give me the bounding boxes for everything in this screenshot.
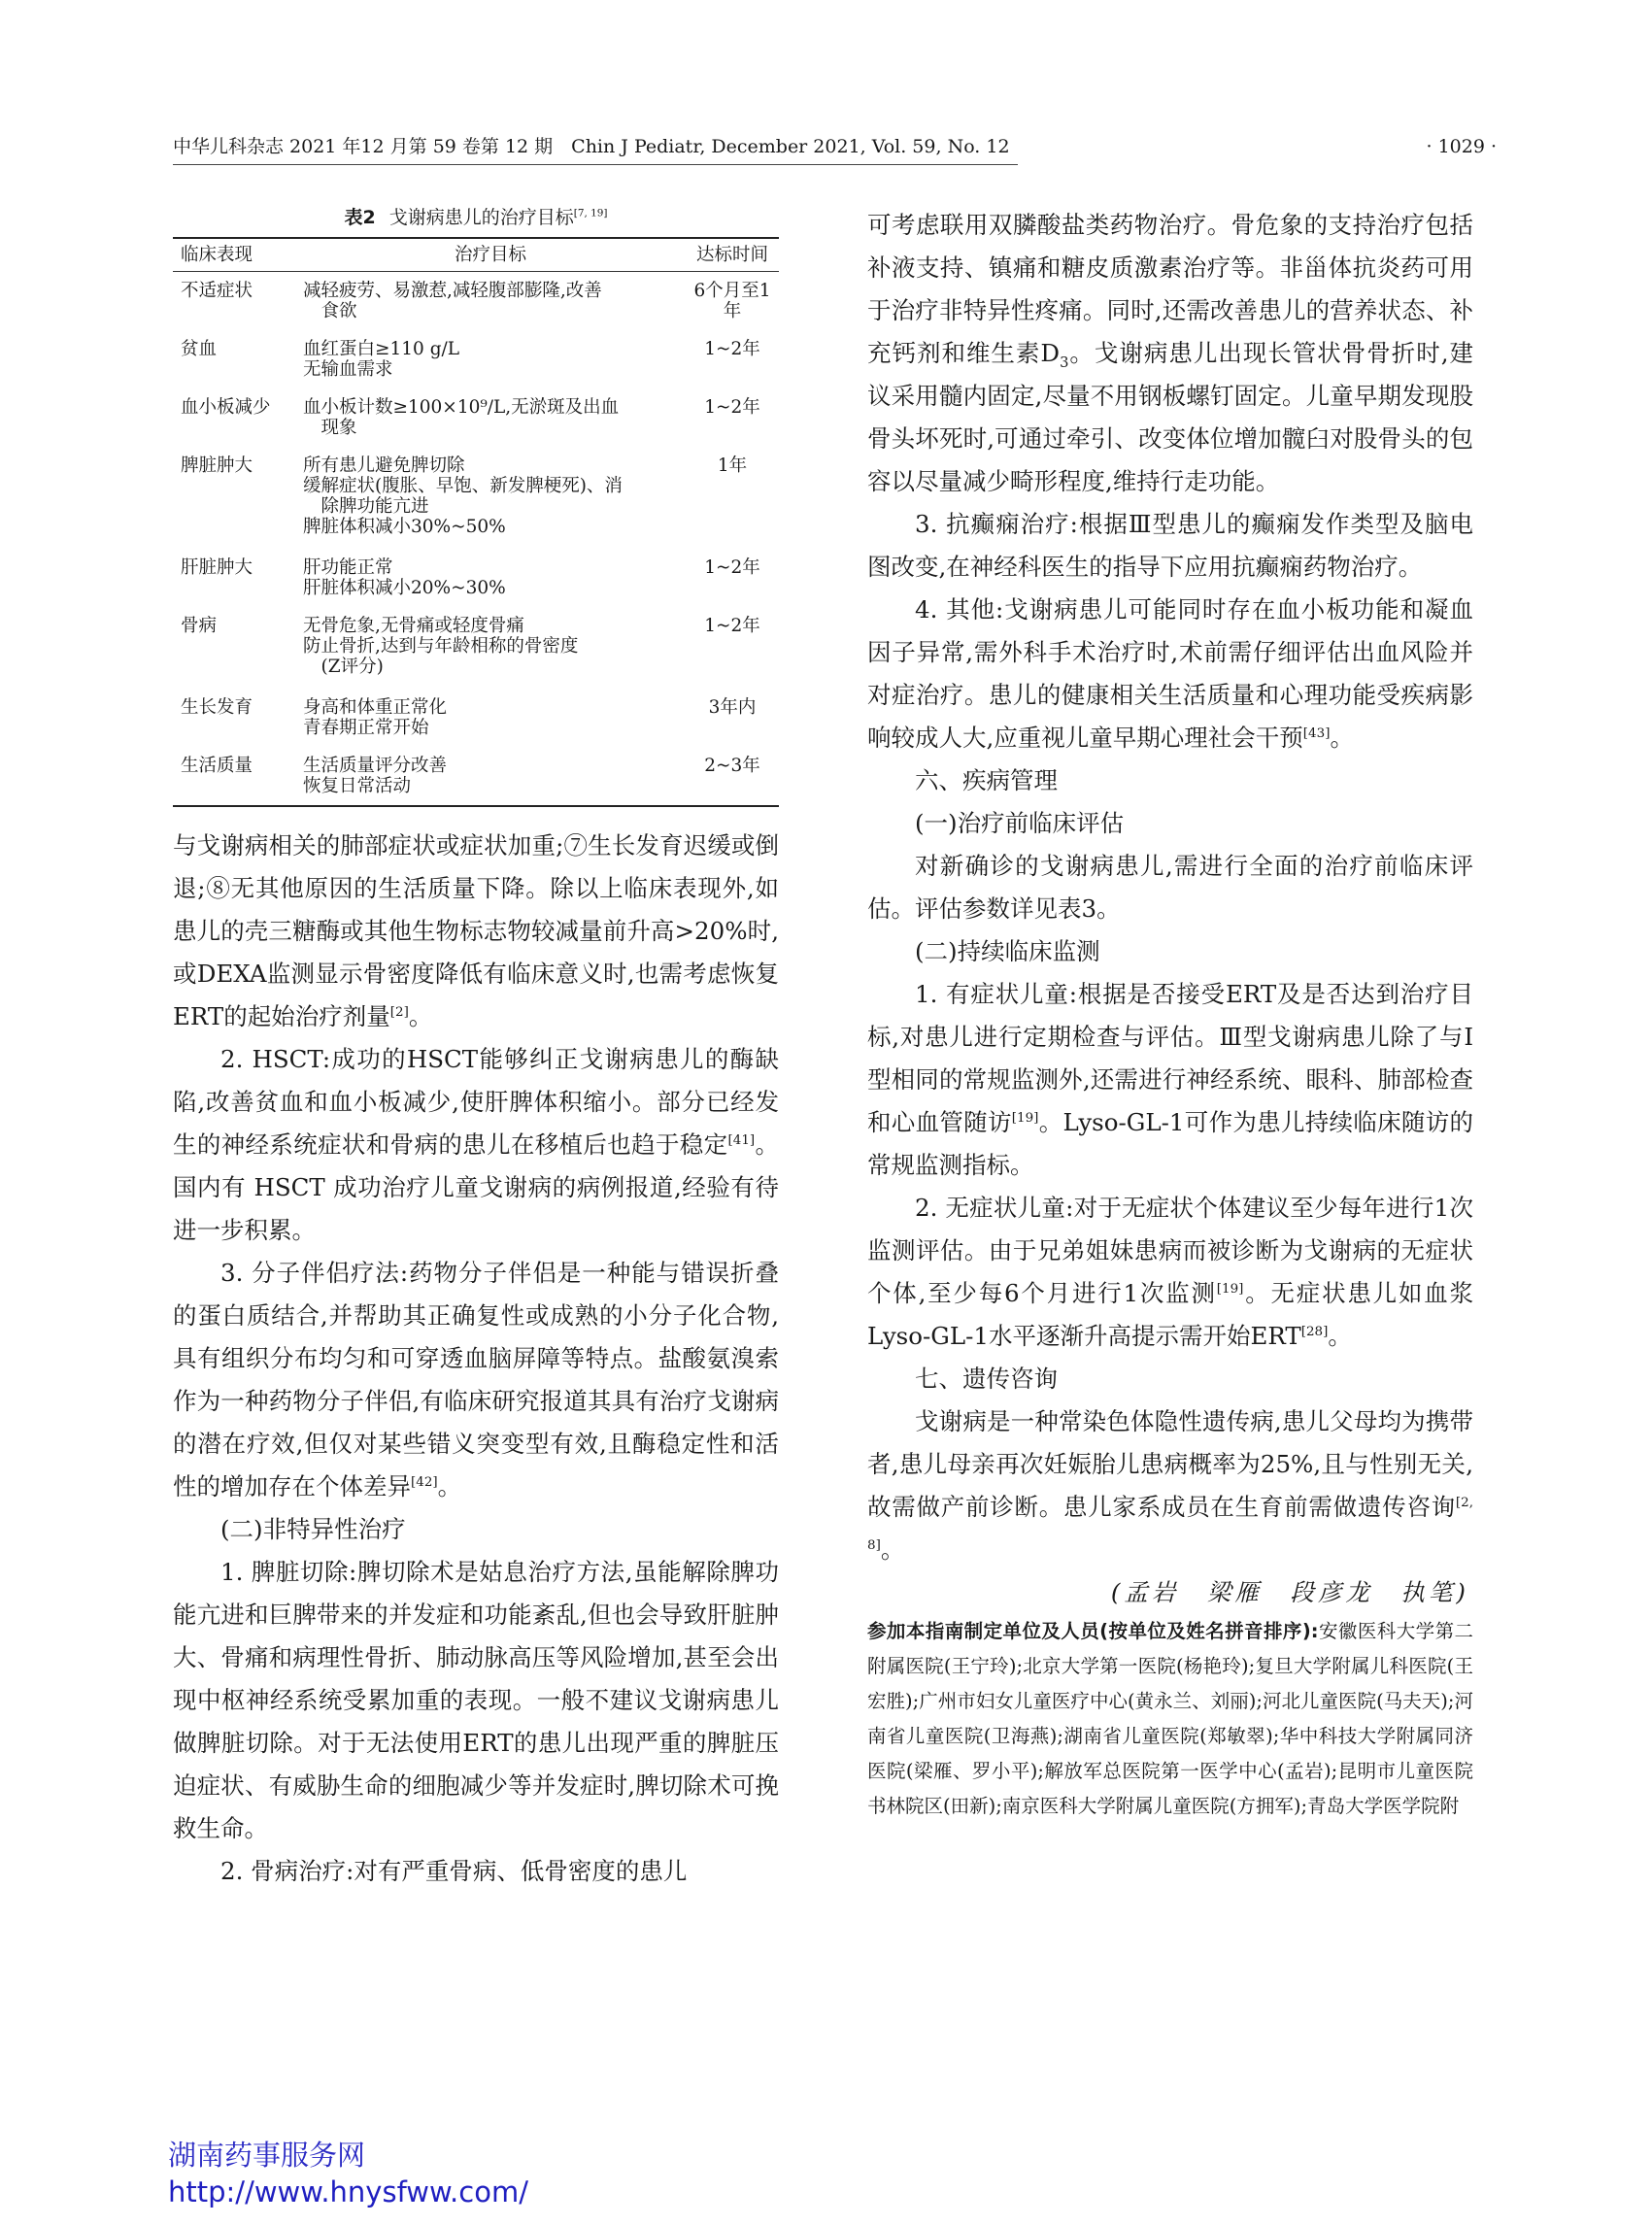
table-row (173, 607, 779, 689)
goal-line: 无骨危象,无骨痛或轻度骨痛 (303, 616, 524, 636)
row-label: 生长发育 (181, 697, 253, 718)
paragraph-chaperone: 3. 分子伴侣疗法:药物分子伴侣是一种能与错误折叠的蛋白质结合,并帮助其正确复性或成熟的小分子化合物,具有组织分布均匀和可穿透血脑屏障等特点。盐酸氨溴索作为一种药物分子伴侣,有临床研究报道其具有治疗戈谢病的潜在疗效,但仅对某些错义突变型有效,且酶稳定性和活性的增加存在个体差异[42]。 (173, 1259, 779, 1500)
paragraph-hsct: 2. HSCT:成功的HSCT能够纠正戈谢病患儿的酶缺陷,改善贫血和血小板减少,使肝脾体积缩小。部分已经发生的神经系统症状和骨病的患儿在移植后也趋于稳定[41]。国内有 HSCT 成功治疗儿童戈谢病的病例报道,经验有待进一步积累。 (173, 1045, 780, 1244)
paragraph-bone-treatment-cont: 可考虑联用双膦酸盐类药物治疗。骨危象的支持治疗包括补液支持、镇痛和糖皮质激素治疗等。非甾体抗炎药可用于治疗非特异性疼痛。同时,还需改善患儿的营养状态、补充钙剂和维生素$D_3$。戈谢病患儿出现长管状骨骨折时,建议采用髓内固定,尽量不用钢板螺钉固定。儿童早期发现股骨头坏死时,可通过牵引、改变体位增加髋臼对股骨头的包容以尽量减少畸形程度,维持行走功能。 (867, 211, 1473, 495)
col-header-manifestation: 临床表现 (173, 238, 295, 272)
goal-line: 身高和体重正常化 (303, 697, 448, 718)
watermark-footer (168, 2137, 528, 2210)
goal-line: 食欲 (320, 301, 357, 321)
table-row (173, 689, 779, 747)
row-goals (295, 689, 678, 747)
treatment-goals-table (173, 237, 779, 807)
goal-line: 缓解症状(腹胀、早饱、新发脾梗死)、消 (303, 476, 623, 496)
goal-line: 肝功能正常 (303, 557, 393, 578)
col-header-time: 达标时间 (678, 238, 779, 272)
goal-line: 肝脏体积减小20%~30% (303, 578, 506, 598)
header-rule (173, 164, 1018, 165)
site-name: 湖南药事服务网 (168, 2139, 366, 2172)
table-row (173, 747, 779, 806)
row-goals (295, 330, 678, 388)
journal-citation: 中华儿科杂志 2021 年12 月第 59 卷第 12 期 Chin J Pediatr, December 2021, Vol. 59, No. 12 (173, 136, 1010, 157)
row-time: 1~2年 (704, 397, 760, 418)
row-time: 6个月至1年 (693, 281, 771, 321)
left-column (173, 204, 779, 1893)
right-column (867, 204, 1473, 1824)
table-row (173, 272, 779, 331)
row-time: 1~2年 (704, 616, 760, 636)
site-url-link[interactable]: http://www.hnysfww.com/ (168, 2175, 528, 2208)
goal-line: 除脾功能亢进 (320, 496, 429, 517)
citation-ref: [41] (727, 1131, 756, 1148)
row-goals (295, 747, 678, 806)
row-label: 肝脏肿大 (181, 557, 253, 578)
row-goals (295, 388, 678, 447)
author-signoff: (孟岩 梁雁 段彦龙 执笔) (1110, 1578, 1469, 1606)
table-row (173, 388, 779, 447)
page-number: · 1029 · (1426, 136, 1497, 157)
subheading-continuous-monitoring: (二)持续临床监测 (915, 937, 1100, 965)
goal-line: 防止骨折,达到与年龄相称的骨密度 (303, 636, 579, 657)
participants-text: 安徽医科大学第二附属医院(王宁玲);北京大学第一医院(杨艳玲);复旦大学附属儿科医院(王宏胜);广州市妇女儿童医疗中心(黄永兰、刘丽);河北儿童医院(马夫天);河南省儿童医院(卫海燕);湖南省儿童医院(郑敏翠);华中科技大学附属同济医院(梁雁、罗小平);解放军总医院第一医学中心(孟岩);昆明市儿童医院书林院区(田新);南京医科大学附属儿童医院(方拥军);青岛大学医学院附 (867, 1620, 1473, 1817)
table-caption (173, 204, 779, 231)
goal-line: 无输血需求 (303, 359, 393, 380)
table-row (173, 447, 779, 549)
goal-line: 减轻疲劳、易激惹,减轻腹部膨隆,改善 (303, 281, 602, 301)
citation-ref: [19] (1011, 1109, 1039, 1126)
row-goals (295, 272, 678, 331)
paragraph-bone-treatment: 2. 骨病治疗:对有严重骨病、低骨密度的患儿 (220, 1857, 688, 1885)
participants-list (867, 1614, 1473, 1824)
goal-line: 现象 (320, 418, 357, 438)
row-label: 骨病 (181, 616, 218, 636)
table-header-row (173, 238, 779, 272)
paragraph-genetic-counseling: 戈谢病是一种常染色体隐性遗传病,患儿父母均为携带者,患儿母亲再次妊娠胎儿患病概率为25%,且与性别无关,故需做产前诊断。患儿家系成员在生育前需做遗传咨询[2, 8]。 (867, 1407, 1473, 1564)
section-heading-genetic-counseling: 七、遗传咨询 (915, 1365, 1058, 1393)
row-goals (295, 607, 678, 689)
participants-label: 参加本指南制定单位及人员(按单位及姓名拼音排序): (867, 1620, 1319, 1642)
row-goals (295, 447, 678, 549)
row-label: 脾脏肿大 (181, 455, 253, 476)
paragraph-antiepileptic: 3. 抗癫痫治疗:根据Ⅲ型患儿的癫痫发作类型及脑电图改变,在神经科医生的指导下应用抗癫痫药物治疗。 (867, 510, 1473, 581)
row-label: 不适症状 (181, 281, 253, 301)
paragraph-asymptomatic-children: 2. 无症状儿童:对于无症状个体建议至少每年进行1次监测评估。由于兄弟姐妹患病而被诊断为戈谢病的无症状个体,至少每6个月进行1次监测[19]。无症状患儿如血浆Lyso-GL-1水平逐渐升高提示需开始ERT[28]。 (867, 1194, 1473, 1350)
row-time: 1~2年 (704, 557, 760, 578)
citation-ref: [19] (1216, 1280, 1244, 1297)
treatment-goals-table-block (173, 204, 779, 807)
paragraph-symptomatic-children: 1. 有症状儿童:根据是否接受ERT及是否达到治疗目标,对患儿进行定期检查与评估。Ⅲ型戈谢病患儿除了与Ⅰ型相同的常规监测外,还需进行神经系统、眼科、肺部检查和心血管随访[19]。Lyso-GL-1可作为患儿持续临床随访的常规监测指标。 (867, 980, 1473, 1179)
paragraph-pretreatment-assessment: 对新确诊的戈谢病患儿,需进行全面的治疗前临床评估。评估参数详见表3。 (867, 852, 1473, 923)
col-header-goal: 治疗目标 (295, 238, 678, 272)
row-time: 1~2年 (704, 339, 760, 359)
section-heading-disease-management: 六、疾病管理 (915, 766, 1058, 794)
goal-line: 血小板计数≥100×10⁹/L,无淤斑及出血 (303, 397, 620, 418)
citation-ref: [43] (1302, 725, 1331, 741)
goal-line: 青春期正常开始 (303, 718, 429, 738)
row-goals (295, 549, 678, 607)
paragraph-other: 4. 其他:戈谢病患儿可能同时存在血小板功能和凝血因子异常,需外科手术治疗时,术前需仔细评估出血风险并对症治疗。患儿的健康相关生活质量和心理功能受疾病影响较成人大,应重视儿童早期心理社会干预[43]。 (867, 595, 1473, 752)
goal-line: (Z评分) (320, 657, 384, 677)
paragraph-relapse-criteria: 与戈谢病相关的肺部症状或症状加重;⑦生长发育迟缓或倒退;⑧无其他原因的生活质量下降。除以上临床表现外,如患儿的壳三糖酶或其他生物标志物较减量前升高>20%时,或DEXA监测显示骨密度降低有临床意义时,也需考虑恢复ERT的起始治疗剂量[2]。 (173, 831, 779, 1030)
row-time: 2~3年 (704, 756, 760, 776)
goal-line: 血红蛋白≥110 g/L (303, 339, 460, 359)
goal-line: 生活质量评分改善 (303, 756, 448, 776)
citation-ref: [28] (1300, 1323, 1329, 1339)
paragraph-splenectomy: 1. 脾脏切除:脾切除术是姑息治疗方法,虽能解除脾功能亢进和巨脾带来的并发症和功能紊乱,但也会导致肝脏肿大、骨痛和病理性骨折、肺动脉高压等风险增加,甚至会出现中枢神经系统受累加重的表现。一般不建议戈谢病患儿做脾脏切除。对于无法使用ERT的患儿出现严重的脾脏压迫症状、有威胁生命的细胞减少等并发症时,脾切除术可挽救生命。 (173, 1558, 779, 1842)
row-time: 3年内 (708, 697, 757, 718)
citation-ref: [2] (389, 1003, 409, 1020)
subscript: 3 (1060, 354, 1069, 371)
table-number: 表2 (344, 207, 376, 228)
table-row (173, 330, 779, 388)
subheading-pretreatment-assessment: (一)治疗前临床评估 (915, 809, 1125, 837)
table-row (173, 549, 779, 607)
row-label: 血小板减少 (181, 397, 271, 418)
table-title: 戈谢病患儿的治疗目标 (388, 207, 574, 228)
row-label: 贫血 (181, 339, 218, 359)
citation-ref: [42] (411, 1473, 438, 1490)
goal-line: 所有患儿避免脾切除 (303, 455, 465, 476)
goal-line: 脾脏体积减小30%~50% (303, 517, 506, 537)
subheading-nonspecific-treatment: (二)非特异性治疗 (220, 1515, 406, 1543)
row-time: 1年 (717, 455, 748, 476)
goal-line: 恢复日常活动 (303, 776, 412, 796)
table-title-ref: [7, 19] (573, 207, 608, 219)
row-label: 生活质量 (181, 756, 253, 776)
citation-ref: [2, 8] (867, 1494, 1473, 1553)
